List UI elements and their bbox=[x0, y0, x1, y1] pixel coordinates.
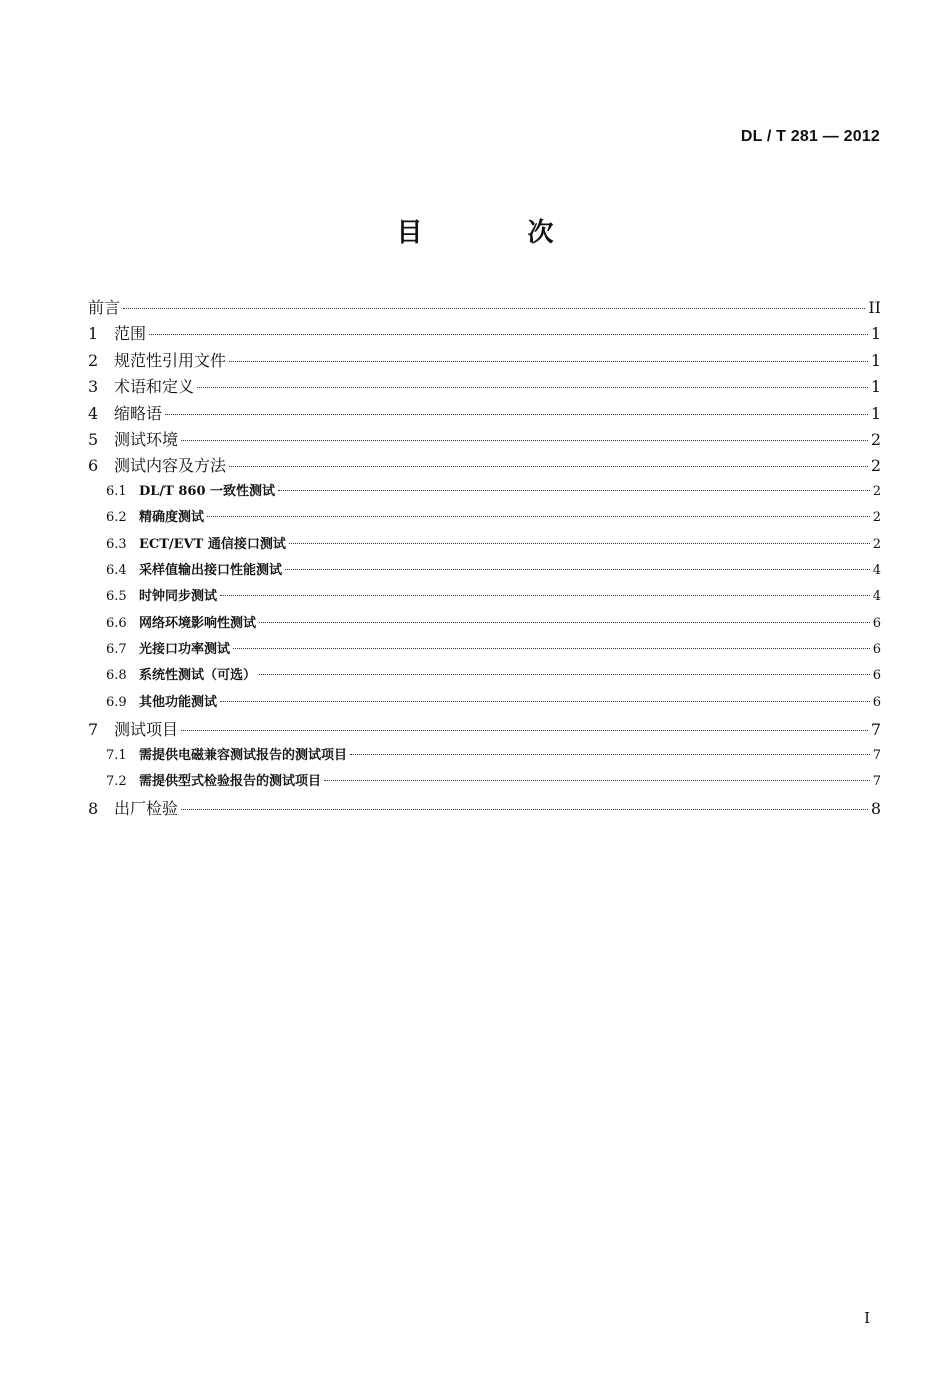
toc-dot-leader bbox=[285, 569, 870, 570]
toc-dot-leader bbox=[181, 809, 868, 810]
toc-entry-page: 2 bbox=[872, 483, 881, 499]
toc-dot-leader bbox=[233, 648, 870, 649]
page-number: I bbox=[864, 1309, 870, 1327]
toc-entry-label: 测试项目 bbox=[114, 720, 179, 740]
toc-dot-leader bbox=[350, 754, 870, 755]
toc-entry[interactable] bbox=[88, 453, 881, 479]
toc-entry-label: 需提供电磁兼容测试报告的测试项目 bbox=[139, 747, 348, 763]
toc-entry-label: 其他功能测试 bbox=[139, 694, 218, 710]
toc-entry-page: 6 bbox=[872, 642, 881, 658]
toc-entry[interactable] bbox=[88, 664, 881, 690]
toc-entry-page: 6 bbox=[872, 615, 881, 631]
toc-dot-leader bbox=[278, 490, 870, 491]
toc-entry[interactable] bbox=[88, 691, 881, 717]
toc-entry-number: 4 bbox=[88, 403, 99, 423]
toc-entry-number: 3 bbox=[88, 377, 99, 397]
toc-entry-page: 1 bbox=[870, 377, 881, 397]
toc-entry-page: 8 bbox=[870, 799, 881, 819]
toc-entry[interactable] bbox=[88, 717, 881, 743]
toc-entry-number: 6.7 bbox=[106, 642, 127, 658]
toc-entry[interactable] bbox=[88, 480, 881, 506]
toc-entry-page: 1 bbox=[870, 403, 881, 423]
toc-entry-number: 6.6 bbox=[106, 615, 127, 631]
toc-entry[interactable] bbox=[88, 533, 881, 559]
page-title: 目 次 bbox=[396, 218, 602, 248]
toc-entry-page: 2 bbox=[872, 510, 881, 526]
toc-entry[interactable] bbox=[88, 612, 881, 638]
toc-dot-leader bbox=[149, 334, 868, 335]
toc-entry-page: 7 bbox=[872, 747, 881, 763]
standard-code: DL / T 281 — 2012 bbox=[740, 128, 880, 145]
toc-entry-label: 需提供型式检验报告的测试项目 bbox=[139, 774, 322, 790]
toc-entry[interactable] bbox=[88, 401, 881, 427]
toc-entry-label: 采样值输出接口性能测试 bbox=[139, 562, 283, 578]
toc-entry-label: DL/T 860 一致性测试 bbox=[139, 483, 276, 499]
toc-dot-leader bbox=[289, 543, 870, 544]
toc-dot-leader bbox=[197, 387, 868, 388]
toc-entry-label: 前言 bbox=[88, 298, 121, 317]
toc-entry-label: 术语和定义 bbox=[114, 377, 195, 397]
toc-entry[interactable] bbox=[88, 585, 881, 611]
toc-entry-page: 6 bbox=[872, 694, 881, 710]
toc-entry-number: 1 bbox=[88, 324, 99, 344]
toc-entry-number: 6.2 bbox=[106, 510, 127, 526]
toc-dot-leader bbox=[123, 308, 865, 309]
toc-dot-leader bbox=[324, 780, 870, 781]
toc-entry-number: 8 bbox=[88, 799, 99, 819]
toc-entry-label: 规范性引用文件 bbox=[114, 350, 227, 370]
toc-entry[interactable] bbox=[88, 559, 881, 585]
toc-entry-page: 7 bbox=[872, 774, 881, 790]
toc-entry[interactable] bbox=[88, 638, 881, 664]
toc-entry-label: 网络环境影响性测试 bbox=[139, 615, 257, 631]
toc-entry-label: 范围 bbox=[114, 324, 147, 344]
toc-entry-number: 6.9 bbox=[106, 694, 127, 710]
toc-entry[interactable] bbox=[88, 770, 881, 796]
toc-entry-page: 4 bbox=[872, 562, 881, 578]
toc-entry-label: 测试内容及方法 bbox=[114, 456, 227, 476]
toc-entry-label: ECT/EVT 通信接口测试 bbox=[139, 536, 286, 552]
toc-dot-leader bbox=[181, 730, 868, 731]
toc-entry-number: 6.3 bbox=[106, 536, 127, 552]
toc-dot-leader bbox=[220, 701, 870, 702]
toc-entry-label: 出厂检验 bbox=[114, 799, 179, 819]
toc-entry-number: 5 bbox=[88, 429, 99, 449]
toc-entry-label: 精确度测试 bbox=[139, 510, 205, 526]
toc-entry-page: 2 bbox=[872, 536, 881, 552]
toc-entry-page: 2 bbox=[870, 429, 881, 449]
toc-entry-number: 6.1 bbox=[106, 483, 127, 499]
toc-entry-page: 6 bbox=[872, 668, 881, 684]
toc-entry-label: 时钟同步测试 bbox=[139, 589, 218, 605]
toc-entry[interactable] bbox=[88, 295, 881, 321]
toc-dot-leader bbox=[181, 440, 868, 441]
toc-entry-number: 6.5 bbox=[106, 589, 127, 605]
toc-entry[interactable] bbox=[88, 374, 881, 400]
toc-entry[interactable] bbox=[88, 321, 881, 347]
toc-entry-page: 7 bbox=[870, 720, 881, 740]
toc-entry-page: 1 bbox=[870, 350, 881, 370]
toc-entry[interactable] bbox=[88, 427, 881, 453]
toc-entry-page: II bbox=[868, 298, 881, 317]
toc-entry-number: 2 bbox=[88, 350, 99, 370]
toc-entry[interactable] bbox=[88, 348, 881, 374]
toc-dot-leader bbox=[165, 414, 868, 415]
toc-entry[interactable] bbox=[88, 744, 881, 770]
toc-entry-number: 7.1 bbox=[106, 747, 127, 763]
toc-entry[interactable] bbox=[88, 796, 881, 822]
table-of-contents bbox=[88, 295, 881, 823]
toc-entry-label: 光接口功率测试 bbox=[139, 642, 231, 658]
toc-dot-leader bbox=[207, 516, 870, 517]
toc-entry-label: 系统性测试（可选） bbox=[139, 668, 257, 684]
toc-entry[interactable] bbox=[88, 506, 881, 532]
toc-entry-page: 4 bbox=[872, 589, 881, 605]
toc-entry-number: 7 bbox=[88, 720, 99, 740]
toc-entry-label: 测试环境 bbox=[114, 429, 179, 449]
toc-entry-number: 6 bbox=[88, 456, 99, 476]
toc-entry-number: 6.4 bbox=[106, 562, 127, 578]
toc-entry-number: 7.2 bbox=[106, 774, 127, 790]
toc-entry-page: 2 bbox=[870, 456, 881, 476]
toc-entry-label: 缩略语 bbox=[114, 403, 163, 423]
toc-entry-number: 6.8 bbox=[106, 668, 127, 684]
toc-entry-page: 1 bbox=[870, 324, 881, 344]
toc-dot-leader bbox=[220, 595, 870, 596]
toc-dot-leader bbox=[229, 361, 868, 362]
toc-dot-leader bbox=[259, 674, 870, 675]
toc-dot-leader bbox=[259, 622, 870, 623]
toc-dot-leader bbox=[229, 466, 868, 467]
